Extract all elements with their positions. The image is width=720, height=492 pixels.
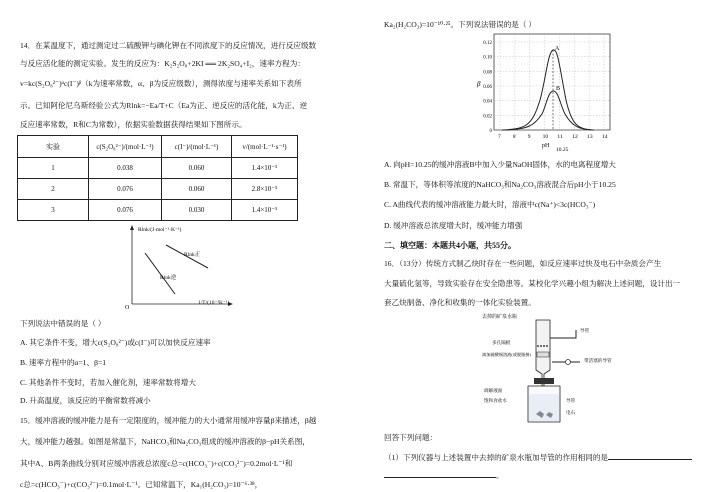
q14-line-5: 反应速率常数，R和C为常数），依据实验数据获得结果如下图所示。 (20, 120, 247, 129)
q15-line-1: 15．缓冲溶液的缓冲能力是有一定限度的，缓冲能力的大小通常用缓冲容量β来描述，β越 (20, 416, 317, 425)
x-tick-label: 12 (572, 134, 578, 140)
x-tick-label: 8 (512, 134, 516, 140)
table-header: 实验 (18, 136, 89, 158)
label-basin: 调解液面 (484, 388, 503, 393)
ka2-line: Ka₂(H₂CO₃)=10⁻¹⁰·²⁵。下列说法错误的是（ ） (384, 20, 536, 29)
table-cell: 2.8×10⁻⁵ (232, 179, 298, 200)
q15-option-d: D. 缓冲溶液总浓度增大时，缓冲能力增强 (384, 221, 523, 230)
q14-line-1: 14．在某温度下，通过测定过二硫酸钾与碘化钾在不同浓度下的反应情况，进行反应级数 (20, 41, 317, 50)
q16-line-1: 16．（13分）传统方式制乙炔时存在一些问题，如反应速率过快及电石中杂质会产生 (384, 259, 662, 268)
q15-line-2: 大，缓冲能力越强。如图是常温下，NaHCO₃和Na₂CO₃组成的缓冲溶液的β−pH关系图， (20, 437, 310, 446)
curve-b-label: B (556, 86, 561, 92)
valve-icon (566, 360, 571, 365)
line-reverse (145, 253, 175, 294)
beta-ph-graph (476, 30, 626, 152)
y-tick-label: 0.02 (483, 114, 492, 120)
q16-line-3: 套乙炔制备、净化和收集的一体化实验装置。 (384, 298, 536, 307)
label-catch: 导管 (566, 398, 576, 403)
x-tick-label: 11 (557, 134, 563, 140)
q14-line-3: v=kc(S₂O₈²⁻)ᵅc(I⁻)ᵝ（k为速率常数，α、β为反应级数），测得浓度与速率关系如下表所 (20, 79, 302, 88)
y-tick-label: 0.10 (483, 55, 492, 61)
y-tick-label: 0.08 (483, 70, 492, 76)
q15-line-4: c总=c(HCO₃⁻)+c(CO₃²⁻)=0.1mol·L⁻¹。已知常温下，Ka₁(H₂CO₃)=10⁻⁶·³⁸， (20, 480, 263, 489)
q15-line-3: 其中A、B两条曲线分别对应缓冲溶液总浓度c总=c(HCO₃⁻)+c(CO₃²⁻)=0.2mol·L⁻¹和 (20, 459, 293, 468)
rate-table (17, 135, 298, 221)
saline-solution (529, 394, 559, 421)
table-cell: 2 (18, 179, 89, 200)
graph1-line-bottom-label: Rlnk逆 (160, 275, 177, 281)
y-tick-label: 0 (489, 129, 492, 134)
cotton-plug (537, 352, 549, 357)
table-cell: 0.076 (89, 200, 162, 221)
table-header: c(I⁻)/(mol·L⁻¹) (162, 136, 232, 158)
y-axis-arrow (130, 225, 134, 230)
answer-blank-2[interactable] (384, 469, 496, 478)
x-tick-labels (498, 134, 608, 140)
q16-1-text: （1）下列仪器与上述装置中去掉的矿泉水瓶加导管的作用相同的是 (384, 453, 609, 462)
table-cell: 3 (18, 200, 89, 221)
label-stone: 电石 (566, 410, 576, 415)
label-tube: 导管 (580, 328, 590, 333)
label-solution: 饱和食盐水 (484, 398, 507, 403)
graph1-line-top-label: Rlnk正 (184, 252, 201, 258)
graph2-xlabel: pH (542, 143, 550, 149)
label-cuso4: 滴加硫酸铜溶液(或脱脂棉) (482, 352, 531, 357)
x-tick-label: 10 (542, 134, 549, 140)
table-header: c(S₂O₈²⁻)/(mol·L⁻¹) (89, 136, 162, 158)
graph2-ylabel: β (477, 80, 481, 88)
curve-b (506, 91, 592, 130)
graph2-mark: 10.25 (556, 147, 569, 152)
plot-area (494, 34, 610, 130)
curve-a (502, 50, 594, 130)
q15-option-a: A. 向pH=10.25的缓冲溶液B中加入少量NaOH固体，水的电离程度增大 (384, 160, 616, 169)
q16-1-end: 。 (496, 471, 504, 480)
x-tick-label: 9 (527, 134, 531, 140)
q14-option-a: A. 其它条件不变，增大c(S₂O₈²⁻)或c(I⁻)可以加快反应速率 (20, 338, 211, 347)
graph1-ylabel: Rlnk/(J·mol⁻¹·K⁻¹) (138, 227, 182, 233)
y-tick-label: 0.12 (483, 41, 492, 46)
arrhenius-graph (118, 222, 238, 310)
answer-intro: 回答下列问题： (384, 433, 438, 442)
table-cell: 0.076 (89, 179, 162, 200)
gas-tube (550, 330, 576, 338)
section-title: 二、填空题：本题共4小题，共55分。 (384, 241, 516, 250)
q15-option-b: B. 常温下，等体积等浓度的NaHCO₃和Na₂CO₃溶液混合后pH小于10.25 (384, 180, 616, 189)
label-porous: 多孔隔板 (492, 340, 511, 345)
q15-option-c: C. A曲线代表的缓冲溶液能力最大时，溶液中c(Na⁺)<3c(HCO₃⁻) (384, 200, 596, 209)
x-tick-label: 13 (587, 134, 593, 140)
q14-line-2: 与反应活化能的测定实验。发生的反应为：K₂S₂O₈+2KI ══ 2K₂SO₄+I₂，速率方程为： (20, 59, 305, 68)
answer-blank[interactable] (608, 451, 692, 460)
y-tick-label: 0.04 (483, 99, 492, 105)
q14-line-4: 示。已知阿伦尼乌斯经验公式为Rlnk=−Ea/T+C（Ea为正、逆反应的活化能，k为正、逆 (20, 101, 308, 110)
x-tick-label: 14 (602, 134, 608, 140)
table-cell: 1.4×10⁻⁵ (232, 200, 298, 221)
table-cell: 0.060 (162, 158, 232, 179)
label-top: 去掉的矿泉水瓶 (482, 315, 518, 320)
q14-option-b: B. 速率方程中的α=1、β=1 (20, 358, 107, 367)
table-row (18, 158, 298, 179)
apparatus-diagram (480, 310, 650, 428)
table-cell: 1 (18, 158, 89, 179)
table-cell: 0.030 (162, 200, 232, 221)
q16-1-line (384, 451, 692, 462)
x-tick-label: 7 (498, 134, 501, 140)
table-cell: 1.4×10⁻⁵ (232, 158, 298, 179)
table-row (18, 179, 298, 200)
q16-1-line-2 (384, 469, 504, 480)
graph1-xlabel: 1/T/(10⁻³K⁻¹) (198, 300, 230, 306)
table-cell: 0.060 (162, 179, 232, 200)
table-cell: 0.038 (89, 158, 162, 179)
q14-option-c: C. 其他条件不变时，若加入催化剂，速率常数将增大 (20, 378, 196, 387)
q16-line-2: 大量硫化氢等，导致实验存在安全隐患等。某校化学兴趣小组为解决上述问题，设计出一 (384, 279, 681, 288)
y-tick-labels (483, 41, 492, 134)
q14-option-stem: 下列说法中错误的是（ ） (20, 319, 106, 328)
grid-lines (494, 34, 610, 130)
curve-a-label: A (555, 46, 560, 52)
table-header-row (18, 136, 298, 158)
graph1-origin: O (125, 305, 130, 310)
label-gas: 带活塞的导管 (584, 358, 612, 363)
y-tick-label: 0.06 (483, 85, 492, 90)
table-row (18, 200, 298, 221)
q14-option-d: D. 升高温度，该反应的平衡常数将减小 (20, 396, 151, 405)
table-header: v/(mol·L⁻¹·s⁻¹) (232, 136, 298, 158)
stopper (534, 378, 554, 384)
